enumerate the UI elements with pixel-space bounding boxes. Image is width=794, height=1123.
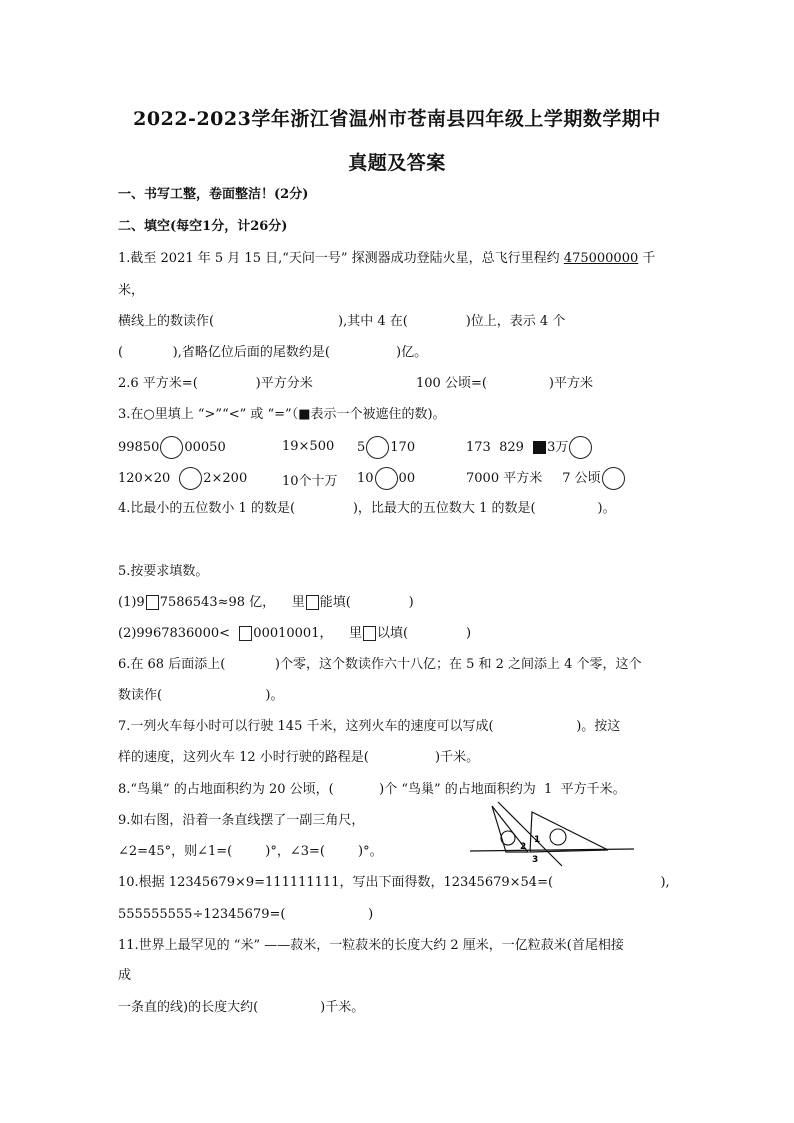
page-title-line1: 2022-2023学年浙江省温州市苍南县四年级上学期数学期中 — [133, 108, 661, 130]
compare-circle[interactable] — [179, 467, 202, 490]
compare-circle[interactable] — [602, 467, 625, 490]
q10-line1: 10.根据 12345679×9=111111111，写出下面得数，12345679×54=( ), — [118, 875, 670, 890]
q1-underlined-number: 475000000 — [563, 251, 639, 266]
q3-r2-right3: 00 — [398, 471, 416, 486]
compare-circle[interactable] — [569, 436, 592, 459]
q3-row2-item2: 10个十万 — [282, 474, 338, 489]
q3-row2-item3 — [357, 467, 415, 490]
q2-part-b: 100 公顷=( )平方米 — [416, 376, 593, 391]
q1-line3: 横线上的数读作( ),其中 4 在( )位上，表示 4 个 — [118, 314, 566, 329]
q7-line2: 样的速度，这列火车 12 小时行驶的路程是( )千米。 — [118, 750, 480, 765]
compare-circle[interactable] — [375, 467, 398, 490]
q1-text-end: 千 — [638, 251, 656, 266]
q5-part2 — [118, 625, 471, 643]
q3-row1-item4 — [466, 436, 593, 459]
q6-line1: 6.在 68 后面添上( )个零，这个数读作六十八亿；在 5 和 2 之间添上 4 个零，这个 — [118, 657, 642, 672]
blank-square[interactable] — [239, 626, 252, 641]
q7-line1: 7.一列火车每小时可以行驶 145 千米，这列火车的速度可以写成( )。按这 — [118, 719, 621, 734]
q3-r1-left4: 173 829 — [466, 440, 524, 455]
q5-p2-a: (2)9967836000< — [118, 626, 231, 641]
q1-text: 1.截至 2021 年 5 月 15 日,“天问一号” 探测器成功登陆火星，总飞行里程约 — [118, 251, 564, 266]
q3-r1-right3: 170 — [390, 440, 416, 455]
angle-label-2: 2 — [520, 842, 527, 852]
q5-p1-b: 7586543≈98 亿， — [159, 595, 276, 610]
blank-square[interactable] — [363, 626, 376, 641]
triangle-hole-left — [501, 831, 515, 845]
angle-label-3: 3 — [532, 855, 539, 865]
q1-line1 — [118, 250, 655, 268]
q3-r2-right: 2×200 — [203, 471, 248, 486]
q1-line2: 米， — [118, 283, 145, 298]
q10-line2: 555555555÷12345679=( ) — [118, 907, 374, 922]
q11-line3: 一条直的线)的长度大约( )千米。 — [118, 1000, 365, 1015]
compare-circle[interactable] — [366, 436, 389, 459]
q9-line1: 9.如右图，沿着一条直线摆了一副三角尺， — [118, 813, 365, 828]
q11-line1: 11.世界上最罕见的 “米” ——菽米，一粒菽米的长度大约 2 厘米，一亿粒菽米(首尾相接 — [118, 938, 624, 953]
q3-row2-item4 — [466, 467, 626, 490]
q3-heading: 3.在○里填上 “>”“<” 或 “=”（■表示一个被遮住的数)。 — [118, 407, 446, 422]
q6-line2: 数读作( )。 — [118, 688, 284, 703]
q3-row1-item1 — [118, 436, 226, 459]
triangle-hole-right — [550, 829, 566, 845]
oblique-line — [498, 802, 562, 866]
q9-line2: ∠2=45°，则∠1=( )°，∠3=( )°。 — [118, 844, 383, 859]
q3-r1-right: 00050 — [184, 440, 226, 455]
q5-p2-b: 00010001， — [253, 626, 333, 641]
q5-part1 — [118, 594, 414, 612]
triangle-rulers-figure — [468, 800, 638, 868]
angle-label-1: 1 — [534, 835, 541, 845]
q3-r1-left: 99850 — [118, 440, 160, 455]
q11-line2: 成 — [118, 968, 132, 983]
q1-line4: ( ),省略亿位后面的尾数约是( )亿。 — [118, 345, 428, 360]
q3-r2-left3: 10 — [357, 471, 374, 486]
q3-r1-right4: 3万 — [547, 440, 569, 455]
section-1-heading: 一、书写工整，卷面整洁！(2分) — [118, 187, 309, 202]
q3-r2-left4: 7000 平方米 — [466, 471, 543, 486]
q5-p1-a: (1)9 — [118, 595, 145, 610]
blank-square[interactable] — [306, 595, 319, 610]
compare-circle[interactable] — [160, 436, 183, 459]
q5-p1-c: 里 — [291, 595, 305, 610]
q3-r2-left: 120×20 — [118, 471, 171, 486]
hidden-digit-block — [533, 441, 546, 454]
section-2-heading: 二、填空(每空1分，计26分) — [118, 219, 288, 234]
q5-heading: 5.按要求填数。 — [118, 564, 209, 579]
q5-p2-c: 里 — [349, 626, 363, 641]
q3-row2-item1 — [118, 467, 247, 490]
blank-square[interactable] — [146, 595, 159, 610]
q4-line: 4.比最小的五位数小 1 的数是( )，比最大的五位数大 1 的数是( )。 — [118, 501, 616, 516]
q3-row1-item3 — [357, 436, 415, 459]
q3-r2-right4: 7 公顷 — [562, 471, 601, 486]
q5-p1-d: 能填( ) — [319, 595, 414, 610]
q3-r1-left3: 5 — [357, 440, 366, 455]
page-title-line2: 真题及答案 — [348, 152, 446, 174]
q2-part-a: 2.6 平方米=( )平方分米 — [118, 376, 313, 391]
straight-line — [470, 849, 634, 851]
q3-row1-item2: 19×500 — [282, 439, 335, 454]
q8-line: 8.“鸟巢” 的占地面积约为 20 公顷，( )个 “鸟巢” 的占地面积约为 1 平方千米。 — [118, 782, 626, 797]
q5-p2-d: 以填( ) — [377, 626, 472, 641]
